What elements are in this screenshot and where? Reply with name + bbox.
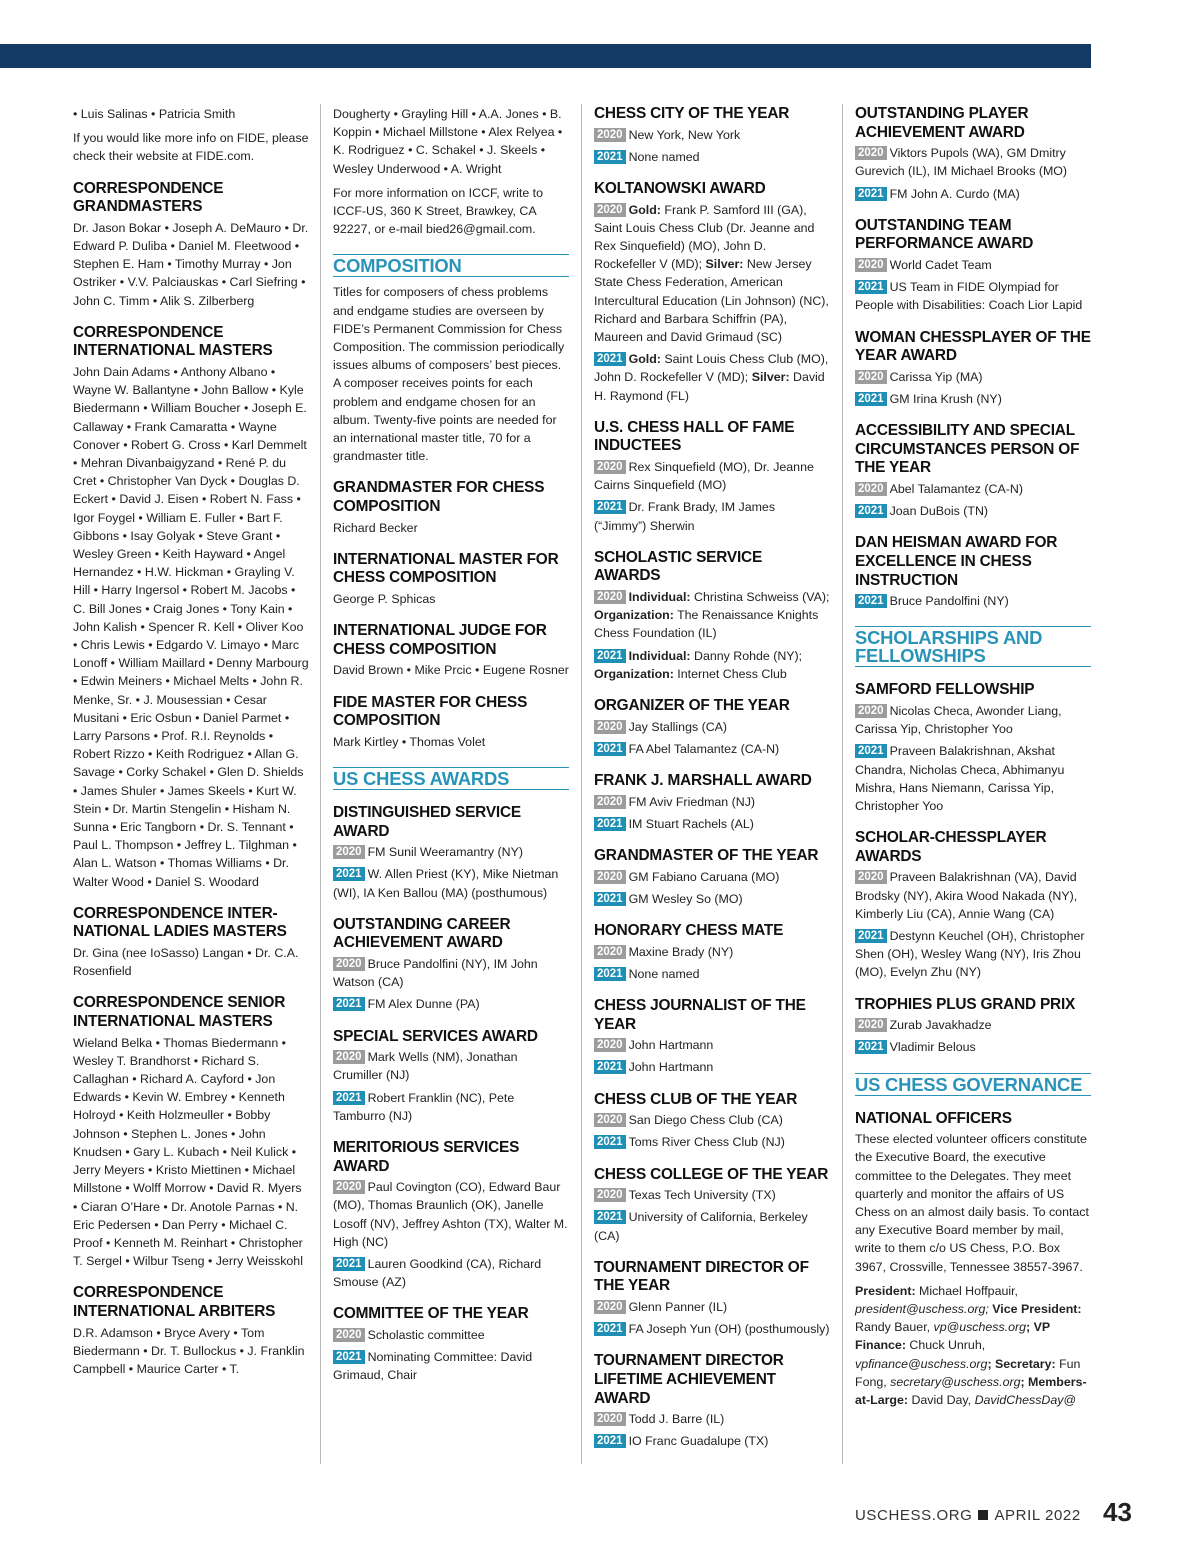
heading-td-of-year: TOURNAMENT DIRECTOR OF THE YEAR (594, 1258, 809, 1295)
award-entry-2020 (594, 201, 830, 347)
officer-email: vpfinance@uschess.org (855, 1356, 988, 1371)
year-tag-2021: 2021 (594, 352, 626, 366)
heading-organizer: ORGANIZER OF THE YEAR (594, 697, 790, 715)
award-recipient: Maxine Brady (NY) (628, 944, 734, 959)
award-entry-2020 (594, 1036, 830, 1054)
heading-dan-heisman: DAN HEISMAN AWARD FOR EXCELLENCE IN CHESS INSTRUCTION (855, 534, 1058, 589)
year-tag-2020: 2020 (594, 203, 626, 217)
year-tag-2021: 2021 (855, 187, 887, 201)
heading-samford: SAMFORD FELLOWSHIP (855, 681, 1035, 699)
award-recipient: John Hartmann (628, 1060, 714, 1075)
award-recipient: Jay Stallings (CA) (628, 719, 728, 734)
section-governance: US CHESS GOVERNANCE (855, 1073, 1091, 1096)
award-recipient: Mark Wells (NM), Jonathan Crumiller (NJ) (333, 1050, 518, 1083)
year-tag-2020: 2020 (333, 1328, 365, 1342)
award-recipient: GM Irina Krush (NY) (889, 391, 1002, 406)
heading-grandmaster-of-year: GRANDMASTER OF THE YEAR (594, 847, 819, 865)
award-recipient: John Hartmann (628, 1038, 714, 1053)
award-entry-2020 (594, 718, 830, 736)
award-entry-2020 (855, 702, 1091, 738)
officers-list (855, 1282, 1091, 1409)
award-recipient: FA Abel Talamantez (CA-N) (628, 741, 780, 756)
year-tag-2021: 2021 (594, 742, 626, 756)
heading-chess-club: CHESS CLUB OF THE YEAR (594, 1090, 798, 1108)
award-entry-2021 (855, 390, 1091, 408)
officer-name: Michael Hoffpauir, (915, 1283, 1018, 1298)
heading-correspondence-senior-im: CORRESPONDENCE SENIOR INTERNATIONAL MASTERS (73, 994, 286, 1031)
year-tag-2020: 2020 (855, 1018, 887, 1032)
heading-woman-chessplayer: WOMAN CHESSPLAYER OF THE YEAR AWARD (855, 328, 1091, 365)
label-organization: Organization: (594, 608, 674, 623)
award-recipient: Glenn Panner (IL) (628, 1300, 728, 1315)
award-recipient: David H. Raymond (FL) (594, 370, 825, 403)
award-entry-2021 (594, 350, 830, 405)
award-recipient: Zurab Javakhadze (889, 1018, 992, 1033)
year-tag-2021: 2021 (594, 892, 626, 906)
award-recipient: FM Aviv Friedman (NJ) (628, 794, 756, 809)
label-gold: Gold: (628, 202, 661, 217)
award-recipient: W. Allen Priest (KY), Mike Nietman (WI), IA Ken Ballou (MA) (posthumous) (333, 867, 559, 900)
iccf-info: For more information on ICCF, write to ICCF-US, 360 K Street, Brawkey, CA 92227, or e-mail bied26@gmail.com. (333, 185, 544, 237)
award-recipient: Texas Tech University (TX) (628, 1188, 776, 1203)
year-tag-2020: 2020 (594, 795, 626, 809)
award-recipient: Christina Schweiss (VA); (690, 590, 830, 605)
award-entry-2020 (594, 868, 830, 886)
heading-correspondence-arbiters: CORRESPONDENCE INTERNATIONAL ARBITERS (73, 1284, 276, 1320)
list-correspondence-arbiters: D.R. Adamson • Bryce Avery • Tom Biedermann • Dr. T. Bullockus • J. Franklin Campbell • Maurice Carter • T. (73, 1325, 305, 1376)
heading-special-services: SPECIAL SERVICES AWARD (333, 1027, 538, 1045)
award-entry-2021 (855, 502, 1091, 520)
year-tag-2021: 2021 (594, 500, 626, 514)
heading-im-composition: INTERNATIONAL MASTER FOR CHESS COMPOSITION (333, 550, 559, 587)
gm-composition-names: Richard Becker (333, 520, 418, 535)
year-tag-2021: 2021 (855, 594, 887, 608)
award-recipient: FM Sunil Weeramantry (NY) (367, 845, 523, 860)
year-tag-2020: 2020 (594, 590, 626, 604)
section-composition: COMPOSITION (333, 254, 569, 277)
year-tag-2020: 2020 (594, 1038, 626, 1052)
heading-accessibility: ACCESSIBILITY AND SPECIAL CIRCUMSTANCES PERSON OF THE YEAR (855, 422, 1080, 477)
award-entry-2021 (333, 1255, 569, 1291)
year-tag-2020: 2020 (594, 945, 626, 959)
award-entry-2020 (333, 843, 569, 861)
award-entry-2020 (594, 126, 830, 144)
heading-outstanding-team: OUTSTANDING TEAM PERFORMANCE AWARD (855, 216, 1034, 253)
award-entry-2021 (855, 278, 1091, 314)
footer-issue: APRIL 2022 (994, 1507, 1081, 1524)
column-1 (73, 105, 309, 1384)
heading-fm-composition: FIDE MASTER FOR CHESS COMPOSITION (333, 693, 528, 730)
officer-email: vp@uschess.org (933, 1320, 1027, 1335)
award-entry-2020 (855, 868, 1091, 923)
award-recipient: Scholastic committee (367, 1328, 485, 1343)
award-recipient: FA Joseph Yun (OH) (posthumously) (628, 1322, 830, 1337)
award-entry-2020 (333, 955, 569, 991)
award-entry-2021 (594, 965, 830, 983)
column-divider (581, 104, 582, 1464)
heading-marshall: FRANK J. MARSHALL AWARD (594, 772, 812, 790)
award-recipient: FM John A. Curdo (MA) (889, 186, 1020, 201)
label-silver: Silver: (705, 257, 744, 272)
award-entry-2020 (594, 1410, 830, 1428)
award-recipient: Dr. Frank Brady, IM James (“Jimmy”) Sherwin (594, 500, 776, 533)
award-entry-2020 (594, 943, 830, 961)
year-tag-2020: 2020 (855, 258, 887, 272)
year-tag-2020: 2020 (333, 1050, 365, 1064)
year-tag-2020: 2020 (855, 482, 887, 496)
officer-role: ; Secretary: (987, 1356, 1056, 1371)
year-tag-2021: 2021 (855, 744, 887, 758)
heading-correspondence-grandmasters: CORRESPONDENCE GRANDMASTERS (73, 179, 224, 216)
footer-site: USCHESS.ORG (855, 1507, 973, 1524)
award-recipient: GM Wesley So (MO) (628, 891, 743, 906)
award-entry-2020 (594, 1186, 830, 1204)
award-recipient: IO Franc Guadalupe (TX) (628, 1434, 769, 1449)
column-2 (333, 105, 569, 1389)
year-tag-2021: 2021 (333, 1091, 365, 1105)
award-recipient: Robert Franklin (NC), Pete Tamburro (NJ) (333, 1090, 515, 1123)
heading-trophies-plus: TROPHIES PLUS GRAND PRIX (855, 995, 1076, 1013)
award-recipient: Todd J. Barre (IL) (628, 1412, 725, 1427)
award-recipient: None named (628, 966, 700, 981)
year-tag-2021: 2021 (594, 967, 626, 981)
year-tag-2021: 2021 (594, 1135, 626, 1149)
year-tag-2020: 2020 (594, 1113, 626, 1127)
label-silver: Silver: (751, 370, 790, 385)
heading-hall-of-fame: U.S. CHESS HALL OF FAME INDUCTEES (594, 418, 795, 455)
year-tag-2021: 2021 (855, 504, 887, 518)
award-entry-2021 (855, 742, 1091, 815)
year-tag-2021: 2021 (855, 392, 887, 406)
column-4 (855, 105, 1091, 1415)
page-number: 43 (1103, 1497, 1132, 1527)
year-tag-2020: 2020 (594, 720, 626, 734)
list-correspondence-international-masters: John Dain Adams • Anthony Albano • Wayne W. Ballantyne • John Ballow • Kyle Biedermann • William Boucher • Joseph E. Callaway • Frank Camaratta • Wayne Conover • Robert G. Cross • Karl Demmelt • Mehran Divanbaigyzand • René P. du Cret • Christopher Van Dyck • Douglas D. Eckert • David J. Eisen • Robert N. Fass • Igor Foygel • William E. Fuller • Bart F. Gibbons • Isay Golyak • Steve Grant • Wesley Green • Keith Hayward • Angel Hernandez • H.W. Hickman • Grayling V. Hill • Harry Ingersol • Robert M. Jacobs • C. Bill Jones • Craig Jones • Tony Kain • John Kalish • Spencer R. Kell • Oliver Koo • Chris Lewis • Edgardo V. Limayo • Marc Lonoff • William Maillard • Denny Marbourg • Edwin Meiners • Michael Melts • John R. Menke, Sr. • J. Mousessian • Cesar Musitani • Eric Osbun • Daniel Parmet • Larry Parsons • Prof. R.I. Reynolds • Robert Rizzo • Keith Rodriguez • Allan G. Savage • Corky Schakel • Glen D. Shields • James Shuler • James Skeels • Kurt W. Stein • Dr. Martin Stengelin • Hisham N. Sunna • Eric Tangborn • Dr. S. Tennant • Paul L. Thompson • Jeffrey L. Tilghman • Alan L. Watson • Thomas Williams • Dr. Walter Wood • Daniel S. Woodard (73, 365, 309, 889)
award-recipient: GM Fabiano Caruana (MO) (628, 869, 780, 884)
year-tag-2021: 2021 (594, 649, 626, 663)
award-entry-2021 (333, 1089, 569, 1125)
award-entry-2021 (855, 185, 1091, 203)
award-recipient: Saint Louis Chess Club (MO), John D. Rockefeller V (MD); (594, 352, 829, 385)
year-tag-2021: 2021 (594, 1210, 626, 1224)
award-recipient: IM Stuart Rachels (AL) (628, 816, 754, 831)
im-composition-names: George P. Sphicas (333, 592, 436, 607)
officer-email: DavidChessDay@ (974, 1393, 1077, 1408)
page-footer (855, 1507, 1081, 1524)
column-3 (594, 105, 830, 1455)
label-individual: Individual: (628, 590, 691, 605)
award-recipient: Joan DuBois (TN) (889, 504, 989, 519)
award-recipient: New Jersey State Chess Federation, American Intercultural Education (Lin Johnson) (NC), Richard and Barbara Schiffrin (PA), Maureen and David Grimaud (SC) (594, 257, 829, 345)
award-entry-2021 (594, 1133, 830, 1151)
year-tag-2021: 2021 (594, 1322, 626, 1336)
award-entry-2020 (594, 1298, 830, 1316)
officer-email: secretary@uschess.org (890, 1374, 1021, 1389)
year-tag-2020: 2020 (594, 870, 626, 884)
list-correspondence-senior-im: Wieland Belka • Thomas Biedermann • Wesley T. Brandhorst • Richard S. Callaghan • Richard A. Cayford • Jon Edwards • Kevin W. Embrey • Kenneth Holroyd • Keith Holzmeuller • Bobby Johnson • Stephen L. Jones • John Knudsen • Gary L. Kubach • Neil Kulick • Jerry Meyers • Kristo Miettinen • Michael Millstone • Wolff Morrow • David R. Myers • Ciaran O’Hare • Dr. Anotole Parnas • N. Eric Pedersen • Dan Perry • Michael C. Proof • Kenneth M. Reinhart • Christopher T. Sergel • Wilbur Tseng • Jerry Weisskohl (73, 1035, 303, 1269)
heading-scholastic-service: SCHOLASTIC SERVICE AWARDS (594, 548, 763, 585)
award-entry-2020 (333, 1178, 569, 1251)
year-tag-2021: 2021 (594, 1060, 626, 1074)
heading-scholar-chessplayer: SCHOLAR-CHESSPLAYER AWARDS (855, 829, 1047, 865)
year-tag-2021: 2021 (333, 1350, 365, 1364)
year-tag-2021: 2021 (333, 1257, 365, 1271)
award-recipient: Viktors Pupols (WA), GM Dmitry Gurevich (IL), IM Michael Brooks (MO) (855, 146, 1068, 179)
year-tag-2021: 2021 (855, 280, 887, 294)
list-correspondence-grandmasters: Dr. Jason Bokar • Joseph A. DeMauro • Dr. Edward P. Duliba • Daniel M. Fleetwood • Stephen E. Ham • Timothy Murray • Jon Ostriker • V.V. Palciauskas • Carl Siefring • John C. Timm • Alik S. Zilberberg (73, 220, 309, 308)
award-entry-2021 (855, 592, 1091, 610)
award-recipient: Toms River Chess Club (NJ) (628, 1135, 785, 1150)
officer-role: Vice President: (988, 1302, 1082, 1316)
officer-role: President: (855, 1283, 916, 1298)
award-recipient: Vladimir Belous (889, 1040, 976, 1055)
award-entry-2021 (594, 498, 830, 534)
year-tag-2021: 2021 (594, 817, 626, 831)
label-individual: Individual: (628, 648, 691, 663)
award-recipient: Bruce Pandolfini (NY), IM John Watson (CA) (333, 957, 538, 990)
judge-composition-names: David Brown • Mike Prcic • Eugene Rosner (333, 663, 569, 678)
year-tag-2021: 2021 (594, 1434, 626, 1448)
year-tag-2021: 2021 (855, 929, 887, 943)
label-gold: Gold: (628, 352, 661, 367)
award-recipient: University of California, Berkeley (CA) (594, 1210, 808, 1243)
award-recipient: Destynn Keuchel (OH), Christopher Shen (OH), Wesley Wang (NY), Iris Zhou (MO), Evelyn Zhu (NY) (855, 928, 1085, 980)
fm-composition-names: Mark Kirtley • Thomas Volet (333, 734, 486, 749)
award-recipient: Nicolas Checa, Awonder Liang, Carissa Yip, Christopher Yoo (855, 703, 1062, 737)
award-recipient: New York, New York (628, 127, 741, 142)
award-entry-2021 (333, 865, 569, 901)
label-organization: Organization: (594, 666, 674, 681)
award-entry-2020 (594, 1111, 830, 1129)
award-recipient: Rex Sinquefield (MO), Dr. Jeanne Cairns Sinquefield (MO) (594, 460, 814, 493)
column-divider (842, 104, 843, 1464)
fide-info: If you would like more info on FIDE, please check their website at FIDE.com. (73, 131, 309, 164)
award-recipient: Danny Rohde (NY); (690, 648, 803, 663)
heading-meritorious-services: MERITORIOUS SERVICES AWARD (333, 1139, 520, 1175)
officer-name: Fun Fong, (855, 1356, 1081, 1389)
award-entry-2021 (594, 890, 830, 908)
heading-chess-college: CHESS COLLEGE OF THE YEAR (594, 1165, 829, 1183)
officer-role: ; VP Finance: (855, 1320, 1050, 1353)
year-tag-2020: 2020 (594, 460, 626, 474)
year-tag-2020: 2020 (855, 870, 887, 884)
officer-name: Chuck Unruh, (905, 1338, 986, 1353)
heading-chess-journalist: CHESS JOURNALIST OF THE YEAR (594, 997, 806, 1033)
award-entry-2020 (594, 793, 830, 811)
award-entry-2021 (594, 815, 830, 833)
award-recipient: Carissa Yip (MA) (889, 369, 983, 384)
award-recipient: San Diego Chess Club (CA) (628, 1113, 783, 1128)
award-recipient: Paul Covington (CO), Edward Baur (MO), Thomas Braunlich (OK), Janelle Losoff (NV), Jeffrey Ashton (TX), Walter M. High (NC) (333, 1180, 568, 1249)
heading-committee-of-year: COMMITTEE OF THE YEAR (333, 1305, 529, 1323)
award-entry-2020 (333, 1048, 569, 1084)
award-recipient: The Renaissance Knights Chess Foundation (IL) (594, 608, 819, 641)
award-recipient: Lauren Goodkind (CA), Richard Smouse (AZ) (333, 1257, 542, 1290)
year-tag-2021: 2021 (855, 1040, 887, 1054)
award-entry-2020 (855, 480, 1091, 498)
heading-td-lifetime: TOURNAMENT DIRECTOR LIFETIME ACHIEVEMENT AWARD (594, 1352, 784, 1407)
year-tag-2020: 2020 (594, 128, 626, 142)
list-correspondence-ladies-masters: Dr. Gina (nee IoSasso) Langan • Dr. C.A. Rosenfield (73, 946, 299, 979)
year-tag-2020: 2020 (855, 146, 887, 160)
heading-correspondence-ladies-masters: CORRESPONDENCE INTERNATIONAL LADIES MASTERS (73, 904, 287, 941)
heading-koltanowski: KOLTANOWSKI AWARD (594, 180, 766, 197)
composition-intro: Titles for composers of chess problems and endgame studies are overseen by FIDE’s Permanent Commission for Chess Composition. The commission periodically issues albums of composers’ best pieces. A composer receives points for each problem and endgame chosen for an album. Twenty-five points are needed for an international master title, 70 for a grandmaster title. (333, 285, 565, 464)
award-entry-2021 (594, 1320, 830, 1338)
section-scholarships: SCHOLARSHIPS AND FELLOWSHIPS (855, 626, 1091, 667)
award-entry-2021 (855, 927, 1091, 982)
year-tag-2020: 2020 (594, 1188, 626, 1202)
award-entry-2021 (333, 995, 569, 1013)
award-recipient: Bruce Pandolfini (NY) (889, 594, 1009, 609)
year-tag-2021: 2021 (333, 867, 365, 881)
heading-national-officers: NATIONAL OFFICERS (855, 1109, 1012, 1127)
section-us-chess-awards: US CHESS AWARDS (333, 767, 569, 790)
heading-gm-composition: GRANDMASTER FOR CHESS COMPOSITION (333, 479, 545, 516)
officer-role: ; Members-at-Large: (855, 1374, 1087, 1408)
award-recipient: Nominating Committee: David Grimaud, Chair (333, 1350, 533, 1383)
award-entry-2021 (594, 647, 830, 683)
year-tag-2020: 2020 (594, 1300, 626, 1314)
award-recipient: US Team in FIDE Olympiad for People with Disabilities: Coach Lior Lapid (855, 280, 1083, 313)
heading-judge-composition: INTERNATIONAL JUDGE FOR CHESS COMPOSITION (333, 622, 547, 658)
award-entry-2020 (855, 1016, 1091, 1034)
year-tag-2020: 2020 (594, 1412, 626, 1426)
year-tag-2020: 2020 (855, 704, 887, 718)
heading-correspondence-international-masters: CORRESPONDENCE INTERNATIONAL MASTERS (73, 323, 273, 360)
square-icon (978, 1510, 988, 1520)
column-divider (320, 104, 321, 1464)
award-recipient: World Cadet Team (889, 257, 992, 272)
award-entry-2020 (594, 458, 830, 494)
award-entry-2020 (855, 368, 1091, 386)
award-recipient: Internet Chess Club (673, 666, 787, 681)
award-entry-2021 (333, 1348, 569, 1384)
year-tag-2020: 2020 (333, 957, 365, 971)
award-entry-2021 (594, 148, 830, 166)
officers-intro: These elected volunteer officers constitute the Executive Board, the executive committee to the Delegates. They meet quarterly and monitor the affairs of US Chess on an almost daily basis. To contact any Executive Board member by mail, write to them c/o US Chess, P.O. Box 3967, Crossville, Tennessee 38557-3967. (855, 1132, 1089, 1274)
award-entry-2020 (855, 144, 1091, 180)
heading-outstanding-career: OUTSTANDING CAREER ACHIEVEMENT AWARD (333, 915, 511, 952)
arbiters-list-tail: Dougherty • Grayling Hill • A.A. Jones • B. Koppin • Michael Millstone • Alex Relyea • K. Rodriguez • C. Schakel • J. Skeels • Wesley Underwood • A. Wright (333, 107, 563, 176)
award-entry-2021 (594, 1432, 830, 1450)
award-entry-2021 (855, 1038, 1091, 1056)
award-recipient: Abel Talamantez (CA-N) (889, 481, 1023, 496)
award-entry-2020 (855, 256, 1091, 274)
award-entry-2020 (333, 1326, 569, 1344)
heading-outstanding-player: OUTSTANDING PLAYER ACHIEVEMENT AWARD (855, 105, 1029, 141)
year-tag-2020: 2020 (855, 370, 887, 384)
award-recipient: FM Alex Dunne (PA) (367, 997, 480, 1012)
heading-chess-city: CHESS CITY OF THE YEAR (594, 105, 790, 122)
award-recipient: None named (628, 149, 700, 164)
officer-name: Randy Bauer, (855, 1320, 934, 1335)
heading-distinguished-service: DISTINGUISHED SERVICE AWARD (333, 804, 521, 840)
award-entry-2021 (594, 1208, 830, 1244)
year-tag-2020: 2020 (333, 1180, 365, 1194)
header-band (0, 44, 1091, 68)
award-recipient: Praveen Balakrishnan (VA), David Brodsky (NY), Akira Wood Nakada (NY), Kimberly Liu (CA), Annie Wang (CA) (855, 870, 1078, 921)
year-tag-2020: 2020 (333, 845, 365, 859)
award-recipient: Praveen Balakrishnan, Akshat Chandra, Nicholas Checa, Abhimanyu Mishra, Hans Niemann, Carissa Yip, Christopher Yoo (855, 744, 1065, 813)
officer-name: David Day, (908, 1393, 975, 1408)
year-tag-2021: 2021 (594, 150, 626, 164)
fide-list-tail: • Luis Salinas • Patricia Smith (73, 107, 236, 121)
award-entry-2021 (594, 1058, 830, 1076)
award-entry-2020 (594, 588, 830, 643)
award-entry-2021 (594, 740, 830, 758)
award-recipient: Frank P. Samford III (GA), Saint Louis Chess Club (Dr. Jeanne and Rex Sinquefield) (MO), John D. Rockefeller V (MD); (594, 202, 815, 272)
officer-email: president@uschess.org; (855, 1302, 989, 1316)
heading-honorary-chess-mate: HONORARY CHESS MATE (594, 922, 784, 940)
year-tag-2021: 2021 (333, 997, 365, 1011)
